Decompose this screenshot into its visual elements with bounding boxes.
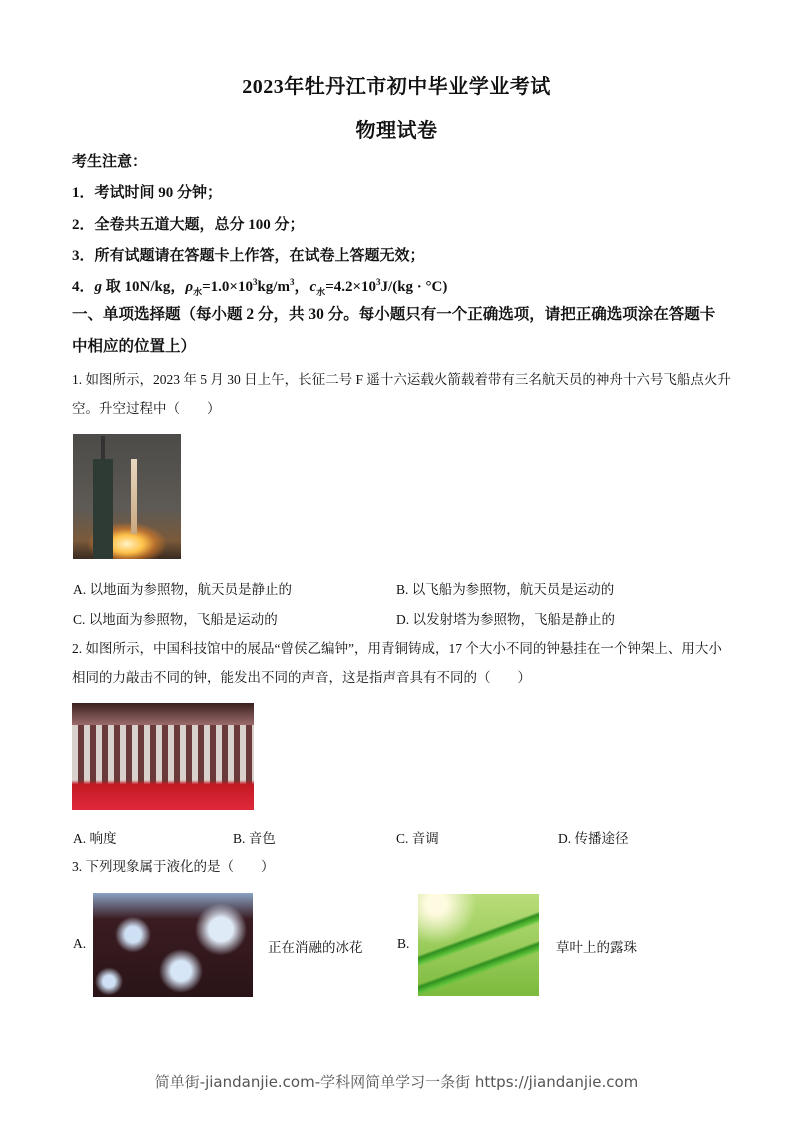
- q2-option-a: A. 响度: [73, 831, 117, 846]
- separator: ，: [294, 279, 310, 295]
- chime-bells-image: [72, 703, 254, 810]
- q3-option-b-text: 草叶上的露珠: [556, 940, 637, 955]
- question-2-stem: 2. 如图所示，中国科技馆中的展品“曾侯乙编钟”，用青铜铸成，17 个大小不同的钟悬挂在一个钟架上、用大小相同的力敲击不同的钟，能发出不同的声音，这是指声音具有不同的（ ）: [72, 641, 722, 685]
- q2-option-d: D. 传播途径: [558, 831, 629, 846]
- c-value: =4.2×10: [325, 279, 377, 295]
- question-1-stem: 1. 如图所示，2023 年 5 月 30 日上午，长征二号 F 遥十六运载火箭载着带有三名航天员的神舟十六号飞船点火升空。升空过程中（ ）: [72, 372, 731, 416]
- rho-value: =1.0×10: [202, 279, 253, 295]
- notice-item-2: 2．全卷共五道大题，总分 100 分；: [72, 217, 305, 233]
- notice-item-4: [72, 275, 447, 298]
- c-unit: J/(kg · °C): [380, 279, 448, 295]
- section-1-heading: 一、单项选择题（每小题 2 分，共 30 分。每小题只有一个正确选项，请把正确选项涂在答题卡中相应的位置上）: [72, 306, 716, 355]
- q3-option-a-label: A.: [73, 936, 87, 951]
- rho-unit-exponent: 3: [289, 277, 295, 287]
- item4-prefix: 4．: [72, 279, 95, 295]
- g-text: 取 10N/kg，: [102, 279, 186, 295]
- notice-item-1: 1．考试时间 90 分钟；: [72, 185, 223, 201]
- exam-subtitle: 物理试卷: [355, 120, 438, 142]
- q2-option-b: B. 音色: [233, 831, 276, 846]
- exam-title: 2023年牡丹江市初中毕业学业考试: [242, 76, 551, 98]
- c-subscript: 水: [316, 287, 326, 297]
- q3-option-a-text: 正在消融的冰花: [268, 940, 363, 955]
- q1-option-d: D. 以发射塔为参照物，飞船是静止的: [396, 612, 615, 627]
- rho-symbol: ρ: [185, 279, 194, 295]
- q1-option-b: B. 以飞船为参照物，航天员是运动的: [396, 582, 615, 597]
- q1-option-c: C. 以地面为参照物，飞船是运动的: [73, 612, 278, 627]
- c-symbol: c: [309, 279, 317, 295]
- rho-unit: kg/m: [257, 279, 290, 295]
- question-3-stem: 3. 下列现象属于液化的是（ ）: [72, 859, 275, 874]
- frost-flower-image: [93, 893, 253, 997]
- q1-option-a: A. 以地面为参照物，航天员是静止的: [73, 582, 292, 597]
- q3-option-b-label: B.: [397, 936, 410, 951]
- g-symbol: g: [94, 279, 103, 295]
- notice-item-3: 3．所有试题请在答题卡上作答，在试卷上答题无效；: [72, 248, 425, 264]
- notice-heading: 考生注意：: [72, 154, 148, 170]
- rho-subscript: 水: [193, 287, 203, 297]
- q2-option-c: C. 音调: [396, 831, 439, 846]
- rho-exponent: 3: [252, 277, 258, 287]
- c-exponent: 3: [376, 277, 381, 287]
- footer-watermark: 简单街-jiandanjie.com-学科网简单学习一条街 https://jiandanjie.com: [154, 1073, 639, 1091]
- rocket-launch-image: [73, 434, 181, 559]
- dew-on-grass-image: [418, 894, 539, 996]
